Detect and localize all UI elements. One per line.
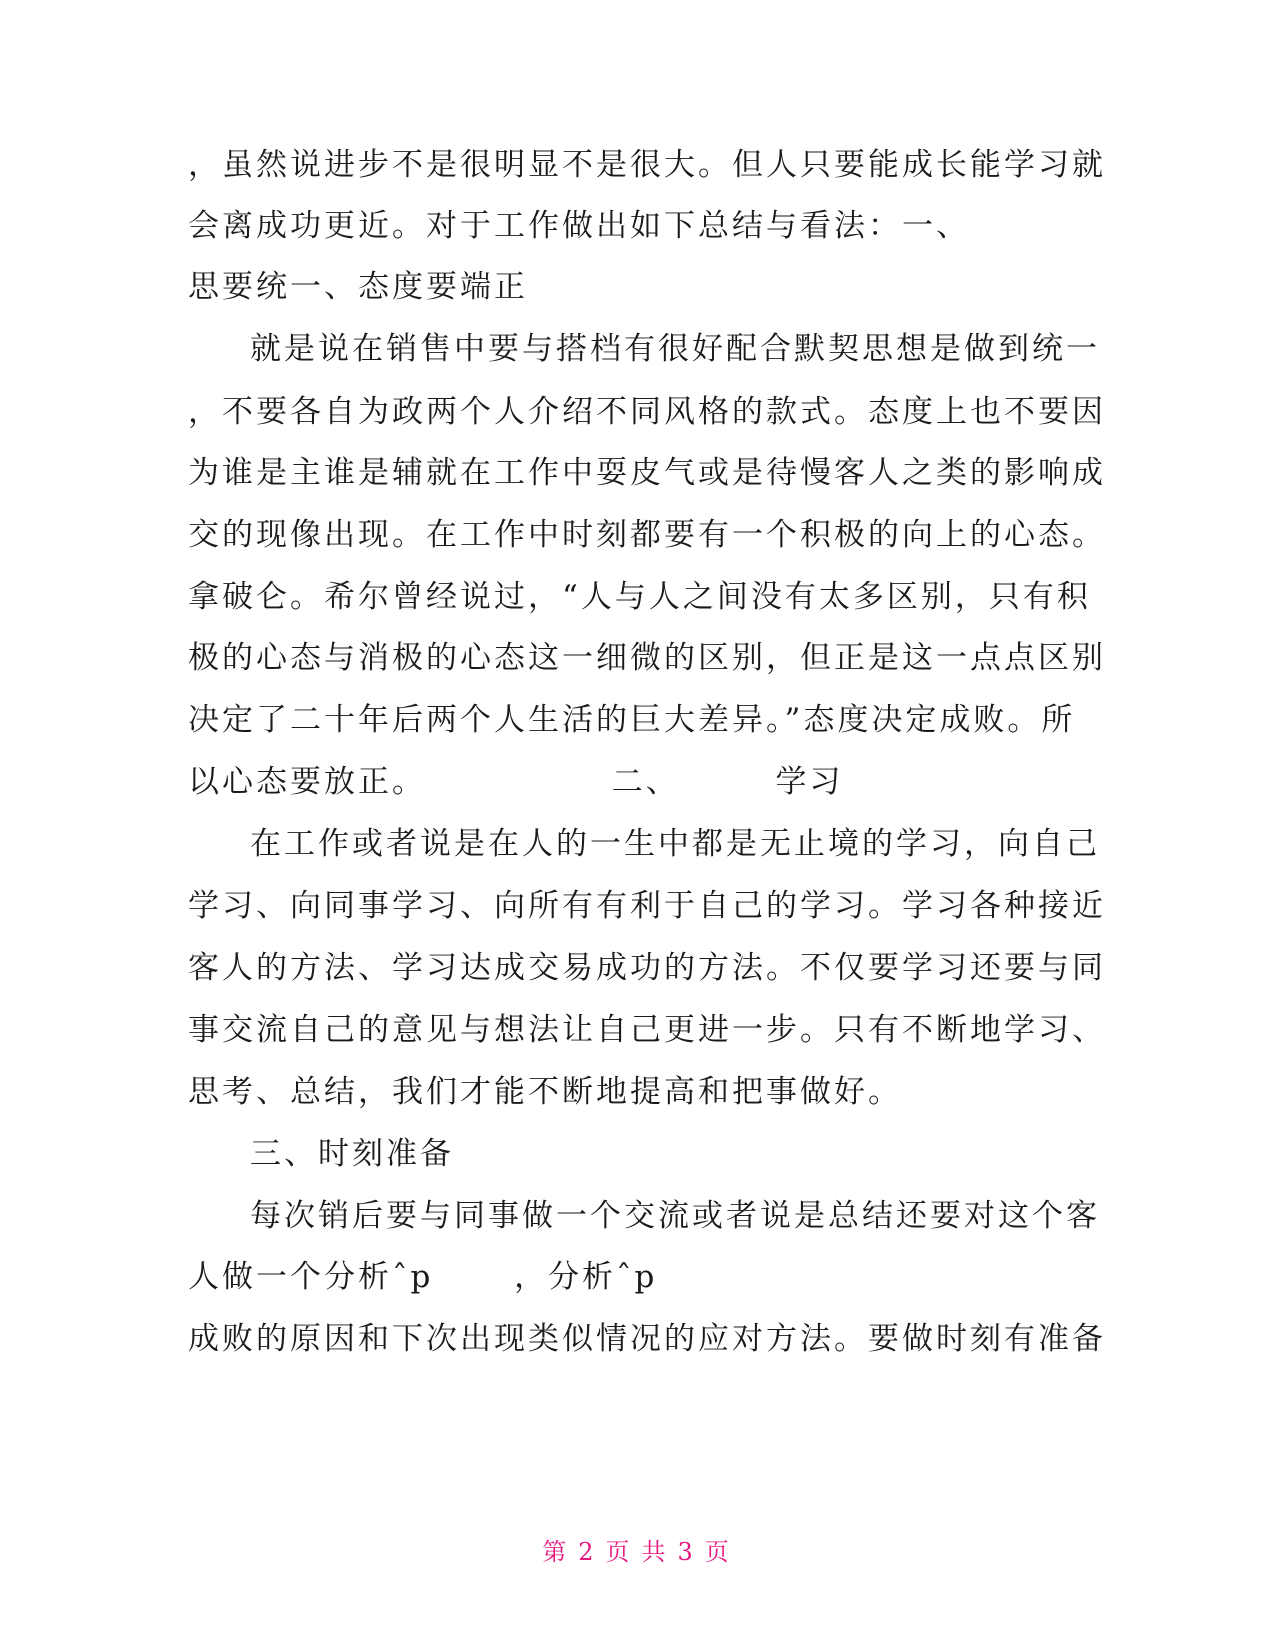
text-fragment: 人做一个分析ˆp <box>188 1259 434 1295</box>
section-number: 二、 <box>611 764 680 800</box>
text-line <box>188 1257 1088 1297</box>
footer-total-label: 共 <box>641 1538 670 1566</box>
paragraph-start: 每次销后要与同事做一个交流或者说是总结还要对这个客 <box>250 1198 1100 1234</box>
total-page-number: 3 <box>677 1538 697 1566</box>
text-line <box>188 762 1088 802</box>
text-line: 交的现像出现。在工作中时刻都要有一个积极的向上的心态。 <box>188 517 1106 553</box>
paragraph-start: 在工作或者说是在人的一生中都是无止境的学习，向自己 <box>250 826 1100 862</box>
text-fragment: 以心态要放正。 <box>188 764 426 800</box>
text-line: 客人的方法、学习达成交易成功的方法。不仅要学习还要与同 <box>188 950 1106 986</box>
section-heading: 三、时刻准备 <box>250 1136 454 1172</box>
footer-suffix: 页 <box>704 1538 733 1566</box>
text-line: 成败的原因和下次出现类似情况的应对方法。要做时刻有准备 <box>188 1321 1106 1357</box>
text-line: 决定了二十年后两个人生活的巨大差异。”态度决定成败。所 <box>188 702 1076 738</box>
text-line: 事交流自己的意见与想法让自己更进一步。只有不断地学习、 <box>188 1012 1106 1048</box>
footer-prefix: 第 <box>542 1538 571 1566</box>
text-line: 为谁是主谁是辅就在工作中耍皮气或是待慢客人之类的影响成 <box>188 455 1106 491</box>
section-heading: 学习 <box>775 764 844 800</box>
text-line: 思考、总结，我们才能不断地提高和把事做好。 <box>188 1074 902 1110</box>
page-footer <box>0 1532 1275 1567</box>
text-line: 会离成功更近。对于工作做出如下总结与看法：一、 <box>188 208 970 244</box>
text-line: ，虽然说进步不是很明显不是很大。但人只要能成长能学习就 <box>188 147 1106 183</box>
text-line: ，不要各自为政两个人介绍不同风格的款式。态度上也不要因 <box>188 394 1106 430</box>
text-line: 拿破仑。希尔曾经说过，“人与人之间没有太多区别，只有积 <box>188 579 1091 615</box>
text-line: 学习、向同事学习、向所有有利于自己的学习。学习各种接近 <box>188 888 1106 924</box>
paragraph-start: 就是说在销售中要与搭档有很好配合默契思想是做到统一 <box>250 331 1100 367</box>
text-line: 极的心态与消极的心态这一细微的区别，但正是这一点点区别 <box>188 640 1106 676</box>
current-page-number: 2 <box>578 1538 598 1566</box>
section-heading: 思要统一、态度要端正 <box>188 269 528 305</box>
text-fragment: ，分析ˆp <box>514 1259 658 1295</box>
footer-page-label: 页 <box>605 1538 634 1566</box>
